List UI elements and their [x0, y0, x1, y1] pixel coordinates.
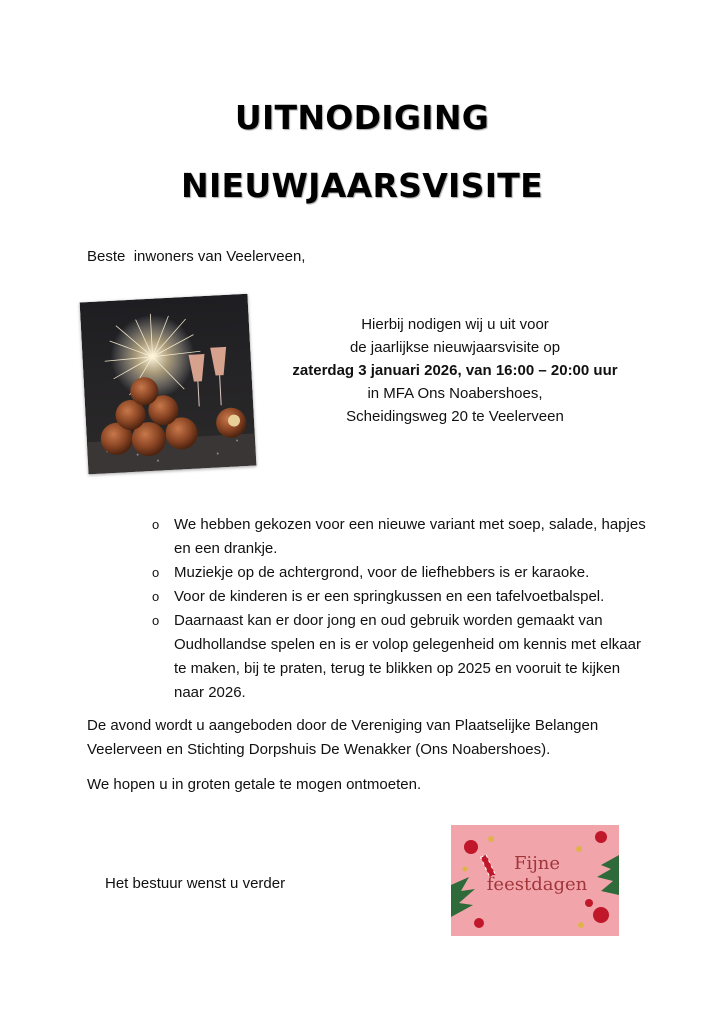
- invitation-line-2: de jaarlijkse nieuwjaarsvisite op: [349, 339, 561, 356]
- list-item: o Daarnaast kan er door jong en oud gebruik worden gemaakt van Oudhollandse spelen en is er volop gelegenheid om kennis met elkaar te maken, bij te praten, terug te blikken op 2025 en vooruit te kijken naar 2026.: [150, 609, 650, 705]
- card-text-line-2: feestdagen: [486, 874, 588, 895]
- hosts-paragraph: De avond wordt u aangeboden door de Vereniging van Plaatselijke Belangen Veelerveen en Stichting Dorpshuis De Wenakker (Ons Noabershoes).: [87, 717, 599, 758]
- invitation-venue: in MFA Ons Noabershoes,: [367, 385, 543, 402]
- closing-line: Het bestuur wenst u verder: [105, 875, 286, 892]
- activity-list: [150, 513, 650, 705]
- list-item: o Voor de kinderen is er een springkussen en een tafelvoetbalspel.: [150, 585, 650, 609]
- invitation-line-1: Hierbij nodigen wij u uit voor: [361, 316, 549, 333]
- oliebollen-photo: [80, 294, 257, 475]
- invitation-address: Scheidingsweg 20 te Veelerveen: [346, 408, 564, 425]
- hope-paragraph: We hopen u in groten getale te mogen ontmoeten.: [87, 776, 422, 793]
- bullet-marker: o: [152, 565, 160, 580]
- greeting: Beste inwoners van Veelerveen,: [87, 248, 306, 265]
- title-line-1: UITNODIGING: [234, 98, 490, 137]
- bullet-marker: o: [152, 589, 160, 604]
- card-text-line-1: Fijne: [513, 853, 561, 874]
- invitation-date: zaterdag 3 januari 2026, van 16:00 – 20:00 uur: [292, 362, 618, 379]
- holiday-card-image: [451, 825, 619, 936]
- title-line-2: NIEUWJAARSVISITE: [181, 166, 543, 205]
- list-item: o Muziekje op de achtergrond, voor de liefhebbers is er karaoke.: [150, 561, 650, 585]
- bullet-marker: o: [152, 613, 160, 628]
- bullet-marker: o: [152, 517, 160, 532]
- invitation-block: [280, 313, 630, 428]
- list-item: o We hebben gekozen voor een nieuwe variant met soep, salade, hapjes en een drankje.: [150, 513, 650, 561]
